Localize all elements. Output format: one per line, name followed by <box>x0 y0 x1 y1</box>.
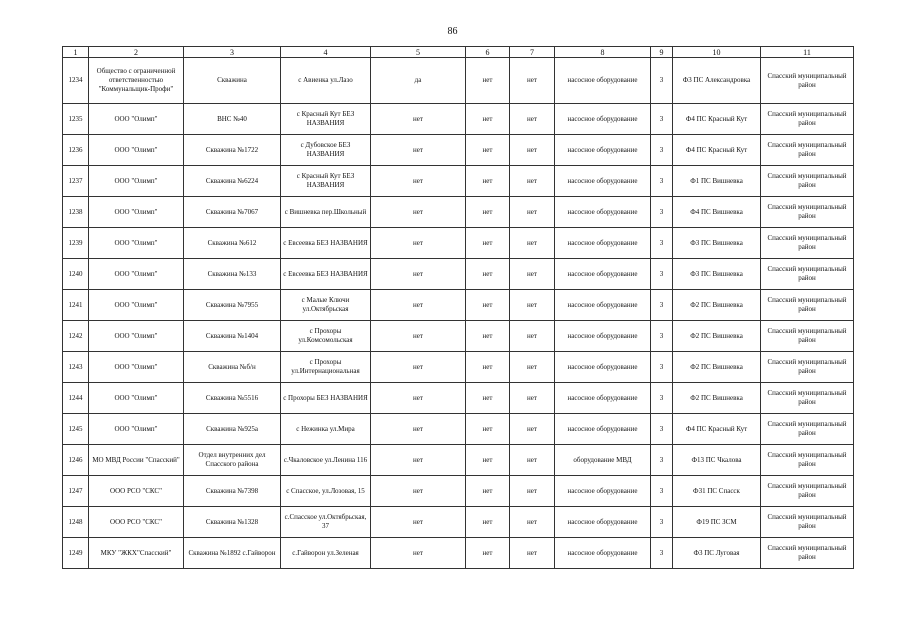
table-cell: Общество с ограниченной ответственностью "Коммунальщик-Профи" <box>89 58 184 104</box>
table-cell: нет <box>466 321 510 352</box>
table-row <box>63 383 854 414</box>
table-cell: с Вишневка пер.Школьный <box>281 197 371 228</box>
table-cell: с Дубовское БЕЗ НАЗВАНИЯ <box>281 135 371 166</box>
table-cell: 3 <box>651 538 673 569</box>
table-cell: Ф3 ПС Александровка <box>673 58 761 104</box>
table-cell: нет <box>371 507 466 538</box>
column-header: 10 <box>673 47 761 58</box>
table-cell: нет <box>371 259 466 290</box>
table-body <box>63 58 854 569</box>
table-cell: Спасский муниципальный район <box>761 135 854 166</box>
table-row <box>63 166 854 197</box>
table-cell: Скважина №б/н <box>184 352 281 383</box>
table-row <box>63 228 854 259</box>
table-cell: Спасский муниципальный район <box>761 445 854 476</box>
column-header: 8 <box>555 47 651 58</box>
column-header: 5 <box>371 47 466 58</box>
table-cell: насосное оборудование <box>555 166 651 197</box>
table-row <box>63 352 854 383</box>
table-cell: 3 <box>651 476 673 507</box>
table-cell: 1239 <box>63 228 89 259</box>
table-row <box>63 58 854 104</box>
table-row <box>63 135 854 166</box>
table-cell: Ф2 ПС Вишневка <box>673 290 761 321</box>
table-cell: 1246 <box>63 445 89 476</box>
table-cell: 3 <box>651 383 673 414</box>
table-cell: МКУ "ЖКХ"Спасский" <box>89 538 184 569</box>
table-cell: с Евсеевка БЕЗ НАЗВАНИЯ <box>281 228 371 259</box>
table-cell: Ф4 ПС Вишневка <box>673 197 761 228</box>
table-cell: ООО "Олимп" <box>89 259 184 290</box>
table-cell: ООО "Олимп" <box>89 166 184 197</box>
table-row <box>63 321 854 352</box>
table-cell: Скважина №7398 <box>184 476 281 507</box>
column-header: 2 <box>89 47 184 58</box>
table-cell: 3 <box>651 259 673 290</box>
table-cell: Спасский муниципальный район <box>761 383 854 414</box>
table-cell: 3 <box>651 166 673 197</box>
table-cell: нет <box>510 414 555 445</box>
table-cell: Отдел внутренних дел Спасского района <box>184 445 281 476</box>
table-cell: Спасский муниципальный район <box>761 507 854 538</box>
table-cell: нет <box>466 445 510 476</box>
table-row <box>63 414 854 445</box>
table-row <box>63 445 854 476</box>
table-row <box>63 104 854 135</box>
column-header: 4 <box>281 47 371 58</box>
table-cell: с.Спасское ул.Октябрьская, 37 <box>281 507 371 538</box>
page-number: 86 <box>447 26 458 37</box>
table-row <box>63 290 854 321</box>
table-cell: 3 <box>651 228 673 259</box>
table-cell: нет <box>510 228 555 259</box>
table-cell: Ф2 ПС Вишневка <box>673 321 761 352</box>
table-cell: 1240 <box>63 259 89 290</box>
table-cell: Скважина №6224 <box>184 166 281 197</box>
table-cell: 3 <box>651 58 673 104</box>
table-row <box>63 476 854 507</box>
table-cell: 1242 <box>63 321 89 352</box>
column-header: 3 <box>184 47 281 58</box>
table-cell: нет <box>466 414 510 445</box>
table-cell: насосное оборудование <box>555 352 651 383</box>
table-cell: с Красный Кут БЕЗ НАЗВАНИЯ <box>281 166 371 197</box>
table-cell: Ф3 ПС Вишневка <box>673 228 761 259</box>
table-cell: нет <box>510 507 555 538</box>
table-cell: нет <box>371 290 466 321</box>
table-cell: ООО "Олимп" <box>89 104 184 135</box>
table-cell: Спасский муниципальный район <box>761 197 854 228</box>
table-cell: нет <box>371 445 466 476</box>
table-cell: Скважина №1404 <box>184 321 281 352</box>
table-cell: нет <box>510 352 555 383</box>
column-header: 9 <box>651 47 673 58</box>
column-header: 7 <box>510 47 555 58</box>
table-row <box>63 538 854 569</box>
table-cell: Спасский муниципальный район <box>761 538 854 569</box>
table-cell: 1235 <box>63 104 89 135</box>
table-cell: насосное оборудование <box>555 290 651 321</box>
table-cell: 1241 <box>63 290 89 321</box>
table-cell: нет <box>466 290 510 321</box>
table-cell: Скважина №5516 <box>184 383 281 414</box>
table-cell: 3 <box>651 507 673 538</box>
table-cell: с Спасское, ул.Лозовая, 15 <box>281 476 371 507</box>
table-row <box>63 259 854 290</box>
table-cell: МО МВД России "Спасский" <box>89 445 184 476</box>
table-cell: с.Чкаловское ул.Ленина 116 <box>281 445 371 476</box>
table-cell: с Прохоры ул.Комсомольская <box>281 321 371 352</box>
table-cell: Ф1 ПС Вишневка <box>673 166 761 197</box>
table-cell: да <box>371 58 466 104</box>
table-cell: Спасский муниципальный район <box>761 166 854 197</box>
table-cell: с Малые Ключи ул.Октябрьская <box>281 290 371 321</box>
table-cell: насосное оборудование <box>555 259 651 290</box>
table-cell: нет <box>371 476 466 507</box>
table-cell: Скважина №1892 с.Гайворон <box>184 538 281 569</box>
table-cell: нет <box>510 445 555 476</box>
table-cell: 3 <box>651 290 673 321</box>
table-cell: нет <box>466 104 510 135</box>
table-cell: нет <box>466 228 510 259</box>
table-cell: Спасский муниципальный район <box>761 259 854 290</box>
table-cell: Ф4 ПС Красный Кут <box>673 104 761 135</box>
table-cell: с.Гайворон ул.Зеленая <box>281 538 371 569</box>
table-cell: нет <box>371 166 466 197</box>
table-cell: Скважина №925а <box>184 414 281 445</box>
table-cell: 1243 <box>63 352 89 383</box>
table-cell: нет <box>371 383 466 414</box>
table-cell: насосное оборудование <box>555 476 651 507</box>
table-cell: Ф3 ПС Луговая <box>673 538 761 569</box>
table-cell: нет <box>371 228 466 259</box>
table-cell: Скважина <box>184 58 281 104</box>
table-cell: Спасский муниципальный район <box>761 321 854 352</box>
table-cell: с Нежинка ул.Мира <box>281 414 371 445</box>
table-cell: насосное оборудование <box>555 507 651 538</box>
table-cell: нет <box>510 383 555 414</box>
table-cell: с Евсеевка БЕЗ НАЗВАНИЯ <box>281 259 371 290</box>
table-cell: нет <box>466 507 510 538</box>
table-cell: насосное оборудование <box>555 414 651 445</box>
table-cell: Скважина №1328 <box>184 507 281 538</box>
table-cell: ООО "Олимп" <box>89 352 184 383</box>
header-row <box>63 47 854 58</box>
table-cell: Скважина №7067 <box>184 197 281 228</box>
column-header: 11 <box>761 47 854 58</box>
table-cell: Спасский муниципальный район <box>761 414 854 445</box>
table-cell: 3 <box>651 104 673 135</box>
table-cell: нет <box>466 166 510 197</box>
table-cell: 3 <box>651 197 673 228</box>
table-cell: Спасский муниципальный район <box>761 104 854 135</box>
table-cell: 3 <box>651 414 673 445</box>
table-cell: нет <box>371 321 466 352</box>
table-cell: нет <box>510 166 555 197</box>
table-cell: 1236 <box>63 135 89 166</box>
table-cell: ООО РСО "СКС" <box>89 507 184 538</box>
table-cell: насосное оборудование <box>555 383 651 414</box>
table-cell: Спасский муниципальный район <box>761 352 854 383</box>
table-cell: нет <box>371 538 466 569</box>
table-cell: насосное оборудование <box>555 538 651 569</box>
table-cell: ВНС №40 <box>184 104 281 135</box>
table-cell: ООО "Олимп" <box>89 228 184 259</box>
table-cell: 1245 <box>63 414 89 445</box>
table-cell: нет <box>466 352 510 383</box>
table-cell: 1237 <box>63 166 89 197</box>
table-cell: Скважина №612 <box>184 228 281 259</box>
table-cell: нет <box>466 476 510 507</box>
table-row <box>63 507 854 538</box>
table-cell: ООО "Олимп" <box>89 383 184 414</box>
table-cell: нет <box>466 135 510 166</box>
table-cell: ООО "Олимп" <box>89 197 184 228</box>
table-cell: ООО РСО "СКС" <box>89 476 184 507</box>
table-cell: 3 <box>651 445 673 476</box>
table-cell: Ф2 ПС Вишневка <box>673 352 761 383</box>
table-cell: 1248 <box>63 507 89 538</box>
table-cell: 3 <box>651 352 673 383</box>
table-cell: нет <box>466 259 510 290</box>
table-cell: Скважина №7955 <box>184 290 281 321</box>
table-cell: Скважина №1722 <box>184 135 281 166</box>
table-cell: 1247 <box>63 476 89 507</box>
table-cell: 1249 <box>63 538 89 569</box>
table-cell: насосное оборудование <box>555 58 651 104</box>
table-cell: насосное оборудование <box>555 104 651 135</box>
table-cell: нет <box>371 352 466 383</box>
table-cell: Ф4 ПС Красный Кут <box>673 135 761 166</box>
table-cell: Спасский муниципальный район <box>761 290 854 321</box>
table-cell: нет <box>466 197 510 228</box>
table-cell: насосное оборудование <box>555 197 651 228</box>
table-cell: Ф13 ПС Чкалова <box>673 445 761 476</box>
table-cell: нет <box>510 290 555 321</box>
table-cell: Спасский муниципальный район <box>761 476 854 507</box>
table-cell: Спасский муниципальный район <box>761 228 854 259</box>
table-cell: 3 <box>651 135 673 166</box>
table-cell: Ф2 ПС Вишневка <box>673 383 761 414</box>
table-cell: нет <box>371 135 466 166</box>
column-header: 1 <box>63 47 89 58</box>
table-cell: Ф4 ПС Красный Кут <box>673 414 761 445</box>
table-cell: нет <box>466 538 510 569</box>
table-cell: ООО "Олимп" <box>89 290 184 321</box>
table-cell: нет <box>371 197 466 228</box>
table-cell: с Прохоры БЕЗ НАЗВАНИЯ <box>281 383 371 414</box>
table-cell: 1238 <box>63 197 89 228</box>
table-cell: нет <box>466 383 510 414</box>
table-cell: ООО "Олимп" <box>89 321 184 352</box>
table-cell: Ф31 ПС Спасск <box>673 476 761 507</box>
table-cell: ООО "Олимп" <box>89 135 184 166</box>
table-cell: насосное оборудование <box>555 135 651 166</box>
table-cell: нет <box>510 259 555 290</box>
table-cell: Ф19 ПС ЗСМ <box>673 507 761 538</box>
table-cell: нет <box>510 58 555 104</box>
table-cell: нет <box>510 321 555 352</box>
table-cell: ООО "Олимп" <box>89 414 184 445</box>
table-cell: с Прохоры ул.Интернациональная <box>281 352 371 383</box>
table-cell: нет <box>466 58 510 104</box>
table-cell: с Красный Кут БЕЗ НАЗВАНИЯ <box>281 104 371 135</box>
table-cell: нет <box>510 104 555 135</box>
table-cell: 3 <box>651 321 673 352</box>
table-cell: Спасский муниципальный район <box>761 58 854 104</box>
table-cell: оборудование МВД <box>555 445 651 476</box>
table-cell: нет <box>510 538 555 569</box>
table-cell: 1244 <box>63 383 89 414</box>
table-cell: нет <box>371 104 466 135</box>
table-cell: Ф3 ПС Вишневка <box>673 259 761 290</box>
table-cell: нет <box>510 476 555 507</box>
table-cell: 1234 <box>63 58 89 104</box>
table-cell: насосное оборудование <box>555 321 651 352</box>
data-table <box>62 46 854 569</box>
table-cell: нет <box>371 414 466 445</box>
table-cell: Скважина №133 <box>184 259 281 290</box>
column-header: 6 <box>466 47 510 58</box>
table-cell: нет <box>510 197 555 228</box>
table-cell: с Авиенка ул.Лазо <box>281 58 371 104</box>
table-cell: нет <box>510 135 555 166</box>
table-row <box>63 197 854 228</box>
table-cell: насосное оборудование <box>555 228 651 259</box>
